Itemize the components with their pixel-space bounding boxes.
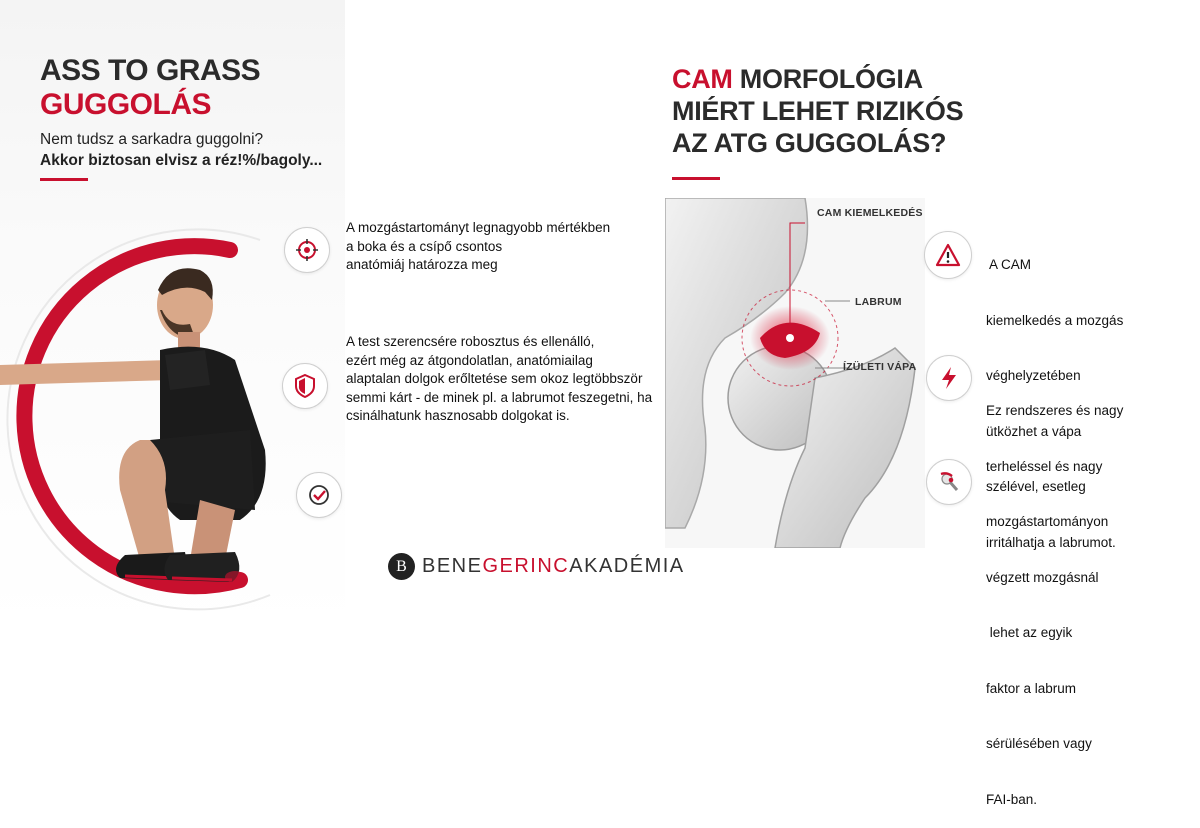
logo-part-2: GERINC xyxy=(482,555,570,577)
target-icon xyxy=(284,227,330,273)
right-text-2-line: Ez rendszeres és nagy xyxy=(986,403,1124,418)
title-underline xyxy=(40,178,88,181)
middle-text-2-line: semmi kárt - de minek pl. a labrumot feszegetni, ha xyxy=(346,389,653,405)
logo-part-1: BENE xyxy=(422,555,483,577)
right-text-1-line: szélével, esetleg xyxy=(986,479,1086,494)
logo-mark: B xyxy=(388,553,415,580)
middle-text-1-line: anatómiáj határozza meg xyxy=(346,257,498,272)
right-text-1-line: véghelyzetében xyxy=(986,368,1081,383)
label-labrum: LABRUM xyxy=(855,296,902,308)
right-text-2-line: lehet az egyik xyxy=(986,625,1073,640)
right-text-1-line: A CAM xyxy=(986,257,1032,272)
logo-part-3: AKADÉMIA xyxy=(569,555,685,577)
right-text-1-line: ütközhet a vápa xyxy=(986,423,1082,439)
middle-text-1-line: a boka és a csípő csontos xyxy=(346,238,503,254)
middle-text-2-line: A test szerencsére robosztus és ellenálló, xyxy=(346,334,595,349)
right-title-underline xyxy=(672,177,720,180)
right-title-line-3: AZ ATG GUGGOLÁS? xyxy=(672,128,947,158)
right-title-line-1 xyxy=(672,63,923,95)
right-text-1-line: irritálhatja a labrumot. xyxy=(986,534,1116,550)
title-line-2: GUGGOLÁS xyxy=(40,88,212,121)
lightning-icon xyxy=(926,355,972,401)
right-text-2-line: FAI-ban. xyxy=(986,791,1038,807)
right-text-2-line: sérülésében vagy xyxy=(986,736,1092,751)
middle-text-1 xyxy=(346,219,610,275)
right-text-2-line: mozgástartományon xyxy=(986,514,1109,529)
title-line-1: ASS TO GRASS xyxy=(40,54,261,87)
logo-text xyxy=(422,555,685,578)
middle-text-2 xyxy=(346,333,652,426)
right-text-2 xyxy=(986,365,1123,828)
check-icon xyxy=(296,472,342,518)
right-title-rest: MORFOLÓGIA xyxy=(732,64,923,94)
subtitle-line-2: Akkor biztosan elvisz a réz!%/bagoly... xyxy=(40,152,323,169)
hip-joint-illustration xyxy=(665,198,925,548)
label-socket: ÍZÜLETI VÁPA xyxy=(843,361,917,373)
shield-icon xyxy=(282,363,328,409)
right-text-1-line: kiemelkedés a mozgás xyxy=(986,312,1124,328)
right-text-2-line: faktor a labrum xyxy=(986,680,1077,696)
middle-text-2-line: ezért még az átgondolatlan, anatómiailag xyxy=(346,352,593,368)
middle-text-2-line: alaptalan dolgok erőltetése sem okoz legtöbbször xyxy=(346,371,643,386)
warning-icon xyxy=(924,231,972,279)
subtitle-line-1: Nem tudsz a sarkadra guggolni? xyxy=(40,131,264,148)
middle-text-2-line: csinálhatunk hasznosabb dolgokat is. xyxy=(346,408,570,423)
right-text-2-line: végzett mozgásnál xyxy=(986,569,1099,585)
right-title-line-2: MIÉRT LEHET RIZIKÓS xyxy=(672,96,964,126)
joint-icon xyxy=(926,459,972,505)
middle-text-1-line: A mozgástartományt legnagyobb mértékben xyxy=(346,220,611,235)
right-text-2-line: terheléssel és nagy xyxy=(986,458,1103,474)
right-title-accent: CAM xyxy=(672,64,733,94)
label-cam: CAM KIEMELKEDÉS xyxy=(817,207,923,219)
